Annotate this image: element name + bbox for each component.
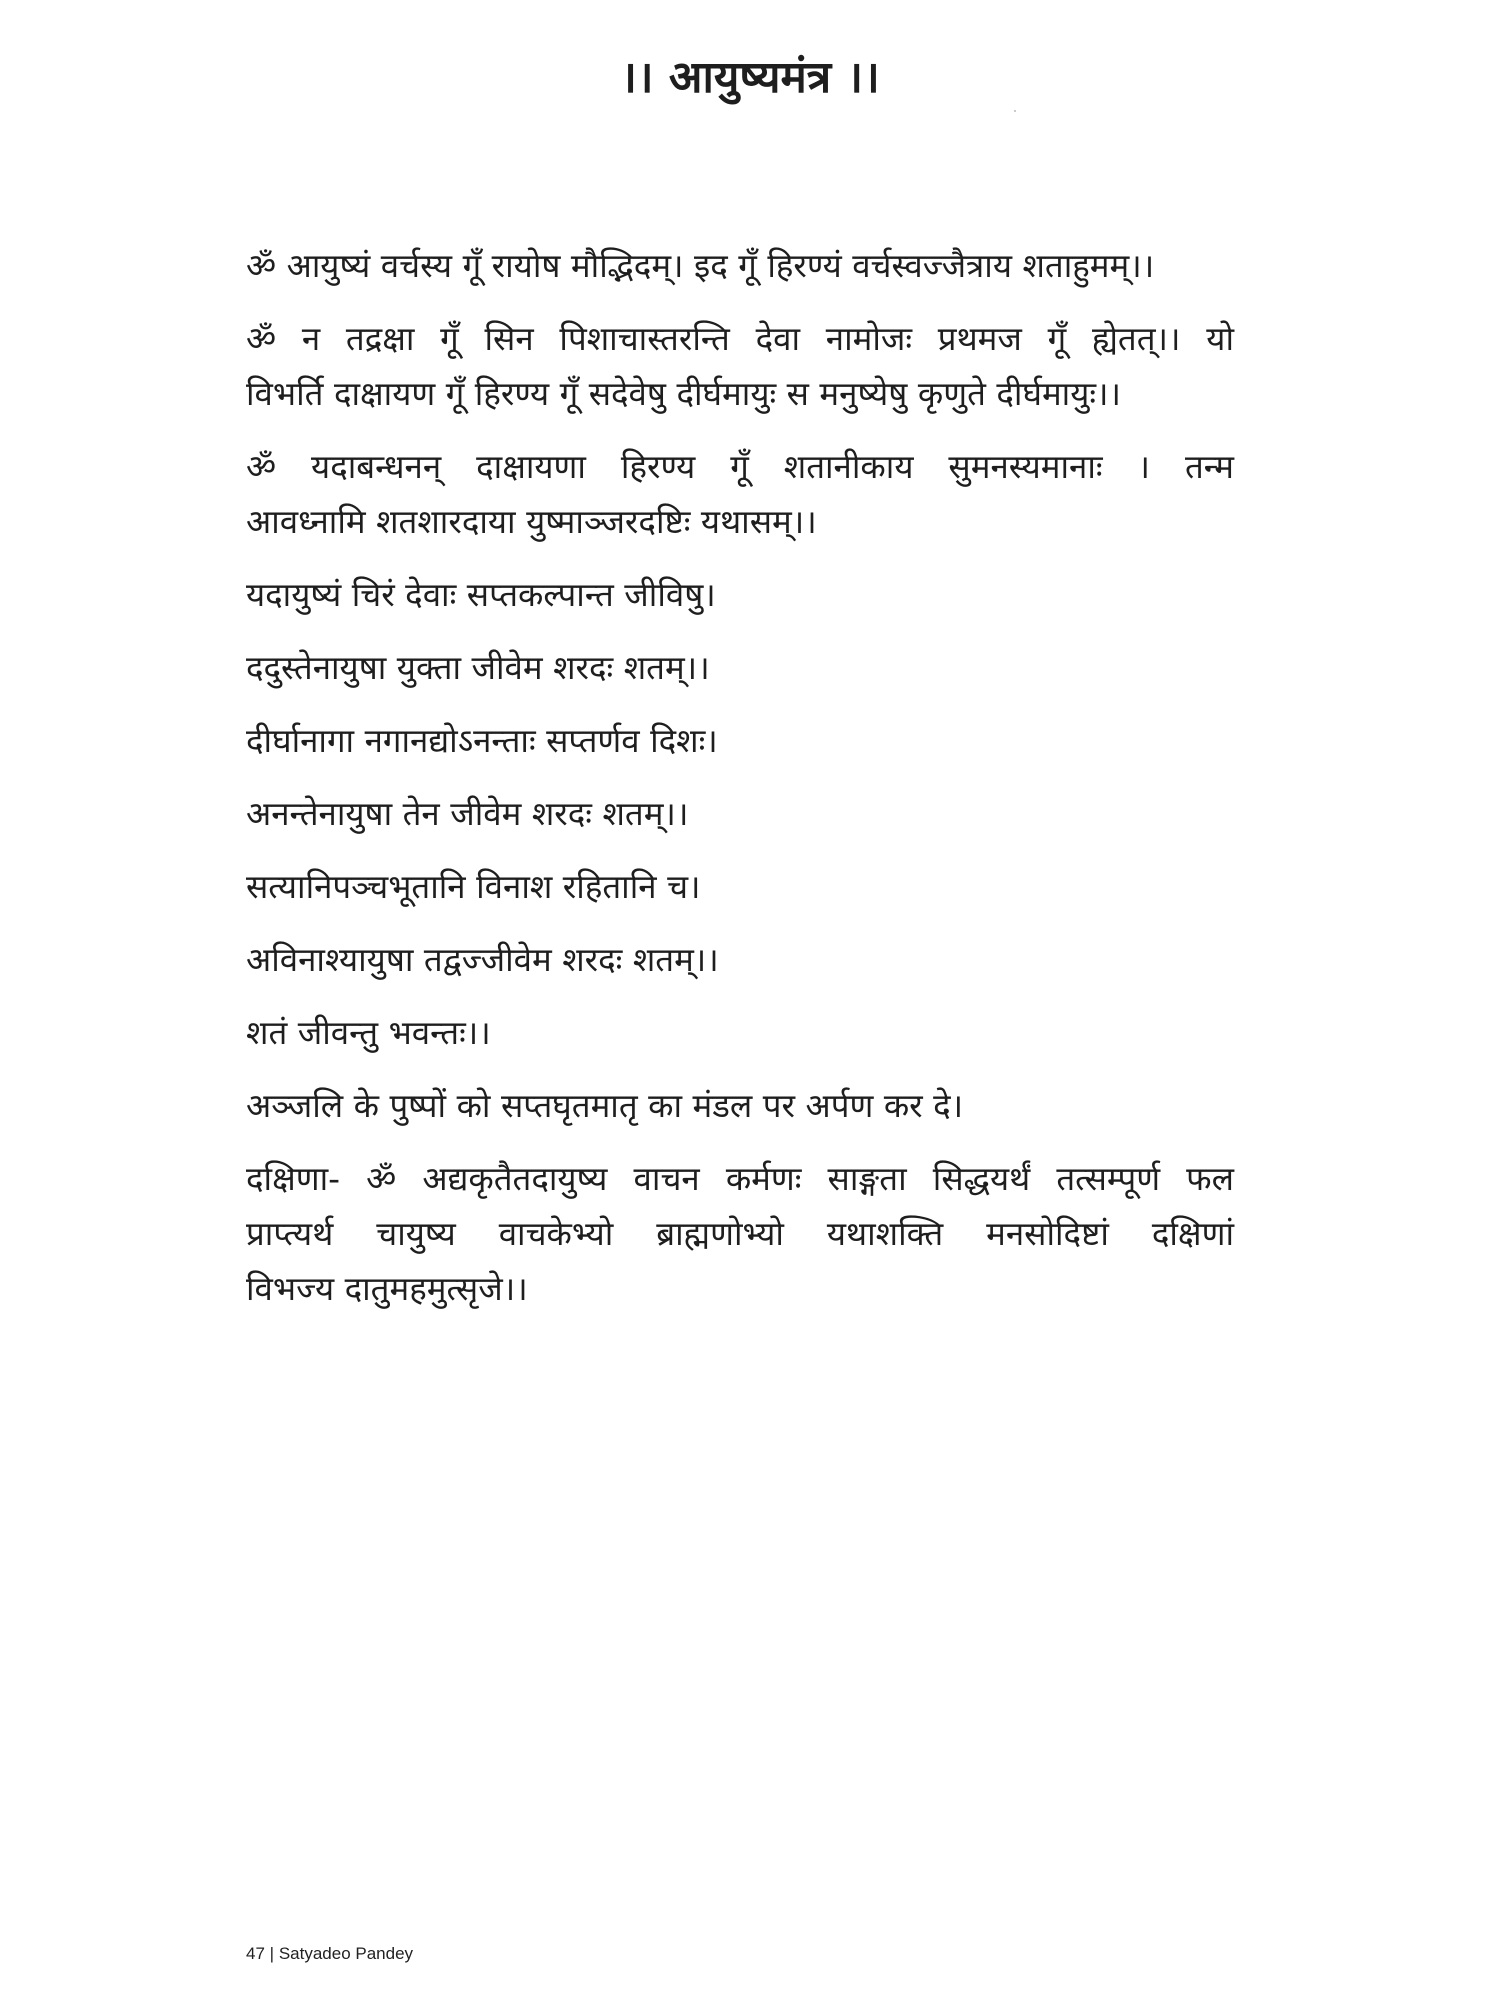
- mantra-line: दक्षिणा- ॐ अद्यकृतैतदायुष्य वाचन कर्मणः साङ्गता सिद्धयर्थं तत्सम्पूर्ण फल: [246, 1159, 1234, 1198]
- mantra-paragraph: [246, 311, 1234, 421]
- mantra-paragraph: [246, 640, 1234, 695]
- mantra-line: अञ्जलि के पुष्पों को सप्तघृतमातृ का मंडल पर अर्पण कर दे।: [246, 1086, 964, 1125]
- mantra-line: अनन्तेनायुषा तेन जीवेम शरदः शतम्।।: [246, 794, 689, 833]
- mantra-line: ॐ आयुष्यं वर्चस्य गूँ रायोष मौद्भिदम्। इद गूँ हिरण्यं वर्चस्वज्जैत्राय शताहुमम्।।: [246, 246, 1155, 285]
- mantra-paragraph: [246, 439, 1234, 549]
- mantra-line: विभज्य दातुमहमुत्सृजे।।: [246, 1269, 528, 1308]
- mantra-line: ॐ यदाबन्धनन् दाक्षायणा हिरण्य गूँ शतानीकाय सुमनस्यमानाः । तन्म: [246, 447, 1234, 486]
- mantra-paragraph: [246, 238, 1234, 293]
- footer-author: Satyadeo Pandey: [278, 1944, 414, 1963]
- page-number: 47: [246, 1944, 265, 1963]
- footer-separator: |: [269, 1944, 275, 1963]
- mantra-line: आवध्नामि शतशारदाया युष्माञ्जरदष्टिः यथासम्।।: [246, 502, 817, 541]
- mantra-line: ददुस्तेनायुषा युक्ता जीवेम शरदः शतम्।।: [246, 648, 710, 687]
- mantra-line: प्राप्त्यर्थ चायुष्य वाचकेभ्यो ब्राह्मणोभ्यो यथाशक्ति मनसोदिष्टां दक्षिणां: [246, 1214, 1234, 1253]
- page-title: ।। आयुष्यमंत्र ।।: [620, 52, 880, 103]
- mantra-line: दीर्घानागा नगानद्योऽनन्ताः सप्तर्णव दिशः।: [246, 721, 718, 760]
- mantra-line: सत्यानिपञ्चभूतानि विनाश रहितानि च।: [246, 867, 701, 906]
- mantra-paragraph: [246, 713, 1234, 768]
- mantra-line: यदायुष्यं चिरं देवाः सप्तकल्पान्त जीविषु।: [246, 575, 716, 614]
- mantra-line: ॐ न तद्रक्षा गूँ सिन पिशाचास्तरन्ति देवा नामोजः प्रथमज गूँ ह्येतत्।। यो: [246, 319, 1234, 358]
- mantra-paragraph: [246, 567, 1234, 622]
- page-footer: [246, 1944, 413, 1964]
- mantra-paragraph: [246, 859, 1234, 914]
- mantra-paragraph: [246, 1151, 1234, 1316]
- mantra-paragraph: [246, 786, 1234, 841]
- mantra-body: [246, 238, 1234, 1334]
- mantra-line: अविनाश्यायुषा तद्वज्जीवेम शरदः शतम्।।: [246, 940, 719, 979]
- mantra-paragraph: [246, 932, 1234, 987]
- scan-speck: [1014, 110, 1016, 112]
- mantra-paragraph: [246, 1078, 1234, 1133]
- mantra-paragraph: [246, 1005, 1234, 1060]
- mantra-line: शतं जीवन्तु भवन्तः।।: [246, 1013, 491, 1052]
- mantra-line: विभर्ति दाक्षायण गूँ हिरण्य गूँ सदेवेषु दीर्घमायुः स मनुष्येषु कृणुते दीर्घमायुः।।: [246, 374, 1122, 413]
